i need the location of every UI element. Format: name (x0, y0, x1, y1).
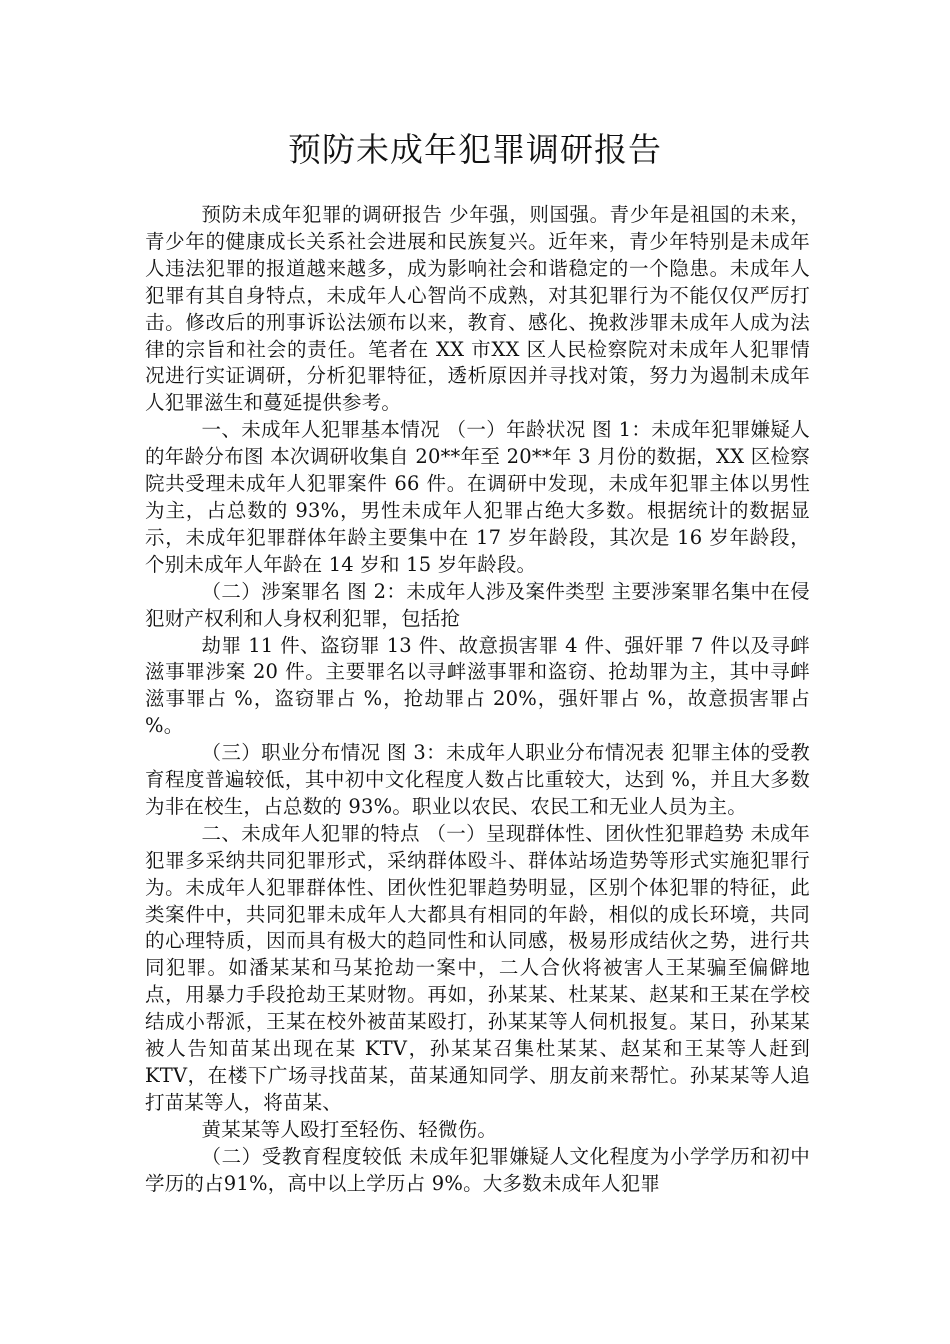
paragraph-section-1-charges: （二）涉案罪名 图 2：未成年人涉及案件类型 主要涉案罪名集中在侵犯财产权利和人身权利犯罪，包括抢 (145, 579, 810, 630)
paragraph-section-2-group-crime: 二、未成年人犯罪的特点 （一）呈现群体性、团伙性犯罪趋势 未成年犯罪多采纳共同犯罪形式，采纳群体殴斗、群体站场造势等形式实施犯罪行为。未成年人犯罪群体性、团伙性犯罪趋势明显，区别个体犯罪的特征，此类案件中，共同犯罪未成年人大都具有相同的年龄，相似的成长环境，共同的心理特质，因而具有极大的趋同性和认同感，极易形成结伙之势，进行共同犯罪。如潘某某和马某抢劫一案中，二人合伙将被害人王某骗至偏僻地点，用暴力手段抢劫王某财物。再如，孙某某、杜某某、赵某和王某在学校结成小帮派，王某在校外被苗某殴打，孙某某等人伺机报复。某日，孙某某被人告知苗某出现在某 KTV，孙某某召集杜某某、赵某和王某等人赶到 KTV，在楼下广场寻找苗某，苗某通知同学、朋友前来帮忙。孙某某等人追打苗某等人，将苗某、 (145, 821, 810, 1114)
paragraph-section-2-education: （二）受教育程度较低 未成年犯罪嫌疑人文化程度为小学学历和初中学历的占91%，高中以上学历占 9%。大多数未成年人犯罪 (145, 1144, 810, 1195)
paragraph-section-1-occupation: （三）职业分布情况 图 3：未成年人职业分布情况表 犯罪主体的受教育程度普遍较低，其中初中文化程度人数占比重较大，达到 %，并且大多数为非在校生，占总数的 93%。职业以农民、农民工和无业人员为主。 (145, 741, 810, 818)
paragraph-intro: 预防未成年犯罪的调研报告 少年强，则国强。青少年是祖国的未来，青少年的健康成长关系社会进展和民族复兴。近年来，青少年特别是未成年人违法犯罪的报道越来越多，成为影响社会和谐稳定的一个隐患。未成年人犯罪有其自身特点，未成年人心智尚不成熟，对其犯罪行为不能仅仅严厉打击。修改后的刑事诉讼法颁布以来，教育、感化、挽救涉罪未成年人成为法律的宗旨和社会的责任。笔者在 XX 市XX 区人民检察院对未成年人犯罪情况进行实证调研，分析犯罪特征，透析原因并寻找对策，努力为遏制未成年人犯罪滋生和蔓延提供参考。 (145, 203, 810, 415)
paragraph-section-1-age: 一、未成年人犯罪基本情况 （一）年龄状况 图 1：未成年犯罪嫌疑人的年龄分布图 本次调研收集自 20**年至 20**年 3 月份的数据，XX 区检察院共受理未成年人犯罪案件 66 件。在调研中发现，未成年犯罪主体以男性为主，占总数的 93%，男性未成年人犯罪占绝大多数。根据统计的数据显示，未成年犯罪群体年龄主要集中在 17 岁年龄段，其次是 16 岁年龄段，个别未成年人年龄在 14 岁和 15 岁年龄段。 (145, 418, 810, 576)
paragraph-section-2-group-crime-cont: 黄某某等人殴打至轻伤、轻微伤。 (201, 1117, 498, 1141)
document-title: 预防未成年犯罪调研报告 (288, 130, 662, 169)
document-body (145, 202, 810, 1198)
paragraph-section-1-charges-cont: 劫罪 11 件、盗窃罪 13 件、故意损害罪 4 件、强奸罪 7 件以及寻衅滋事罪涉案 20 件。主要罪名以寻衅滋事罪和盗窃、抢劫罪为主，其中寻衅滋事罪占 %，盗窃罪占 %，抢劫罪占 20%，强奸罪占 %，故意损害罪占 %。 (145, 633, 810, 738)
